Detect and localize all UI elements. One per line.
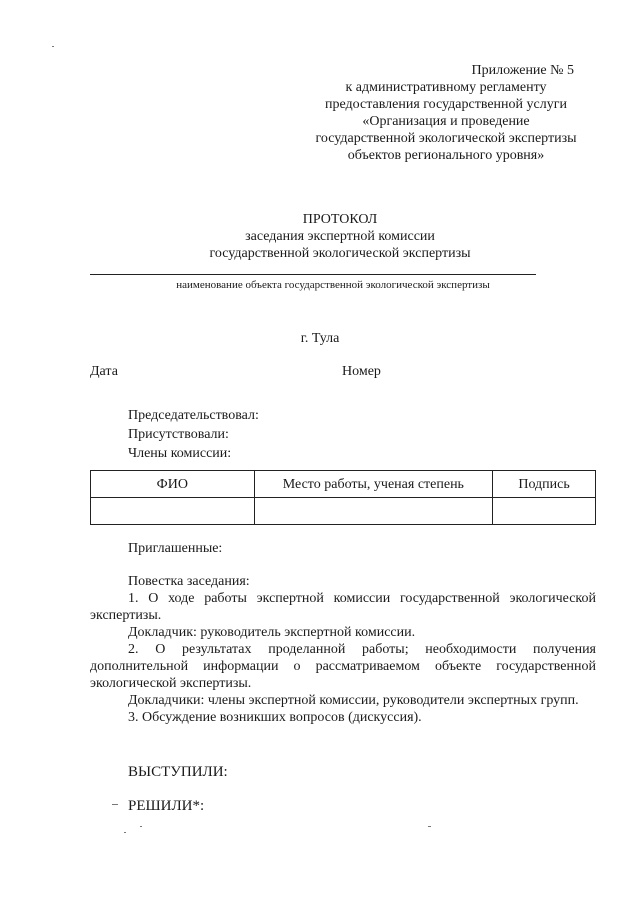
object-name-caption: наименование объекта государственной экологической экспертизы: [176, 279, 490, 291]
object-name-line: [90, 274, 536, 275]
protocol-title: ПРОТОКОЛ: [302, 212, 378, 227]
agenda-section: [90, 573, 596, 726]
column-header-signature: Подпись: [493, 471, 596, 498]
appendix-line: «Организация и проведение: [362, 114, 530, 129]
appendix-header: [296, 62, 596, 164]
appendix-line: объектов регионального уровня»: [347, 148, 545, 163]
agenda-item: 2. О результатах проделанной работы; необходимости получения дополнительной информации о рассматриваемом объекте государственной экологической экспертизы.: [90, 642, 596, 691]
table-cell: [91, 498, 255, 525]
scan-speck: [52, 46, 54, 47]
agenda-speaker: Докладчики: члены экспертной комиссии, руководители экспертных групп.: [128, 693, 579, 708]
column-header-name: ФИО: [91, 471, 255, 498]
appendix-line: государственной экологической экспертизы: [315, 131, 577, 146]
attendance-roles: [128, 406, 259, 463]
members-table: [90, 470, 596, 525]
invited-label: Приглашенные:: [128, 541, 223, 556]
protocol-title-block: [90, 211, 590, 262]
table-row: [91, 498, 596, 525]
scan-speck: [140, 826, 142, 827]
city-label: г. Тула: [300, 331, 340, 346]
decided-heading: РЕШИЛИ*:: [128, 798, 205, 814]
number-label: Номер: [342, 364, 381, 379]
members-label: Члены комиссии:: [128, 446, 232, 461]
column-header-workplace: Место работы, ученая степень: [254, 471, 492, 498]
agenda-item: 3. Обсуждение возникших вопросов (дискуссия).: [128, 710, 422, 725]
present-label: Присутствовали:: [128, 427, 229, 442]
table-cell: [254, 498, 492, 525]
agenda-item: 1. О ходе работы экспертной комиссии государственной экологической экспертизы.: [90, 591, 596, 623]
appendix-line: предоставления государственной услуги: [325, 97, 567, 112]
scan-speck: [124, 832, 126, 833]
chair-label: Председательствовал:: [128, 408, 259, 423]
table-header-row: [91, 471, 596, 498]
appendix-number: Приложение № 5: [471, 63, 574, 78]
scan-speck: [112, 804, 118, 805]
agenda-heading: Повестка заседания:: [128, 574, 250, 589]
agenda-speaker: Докладчик: руководитель экспертной комиссии.: [128, 625, 416, 640]
table-cell: [493, 498, 596, 525]
date-label: Дата: [90, 364, 118, 379]
scan-speck: [428, 826, 431, 827]
protocol-subtitle: заседания экспертной комиссии: [245, 229, 435, 244]
protocol-subtitle: государственной экологической экспертизы: [209, 246, 471, 261]
appendix-line: к административному регламенту: [345, 80, 547, 95]
spoke-heading: ВЫСТУПИЛИ:: [128, 764, 228, 780]
